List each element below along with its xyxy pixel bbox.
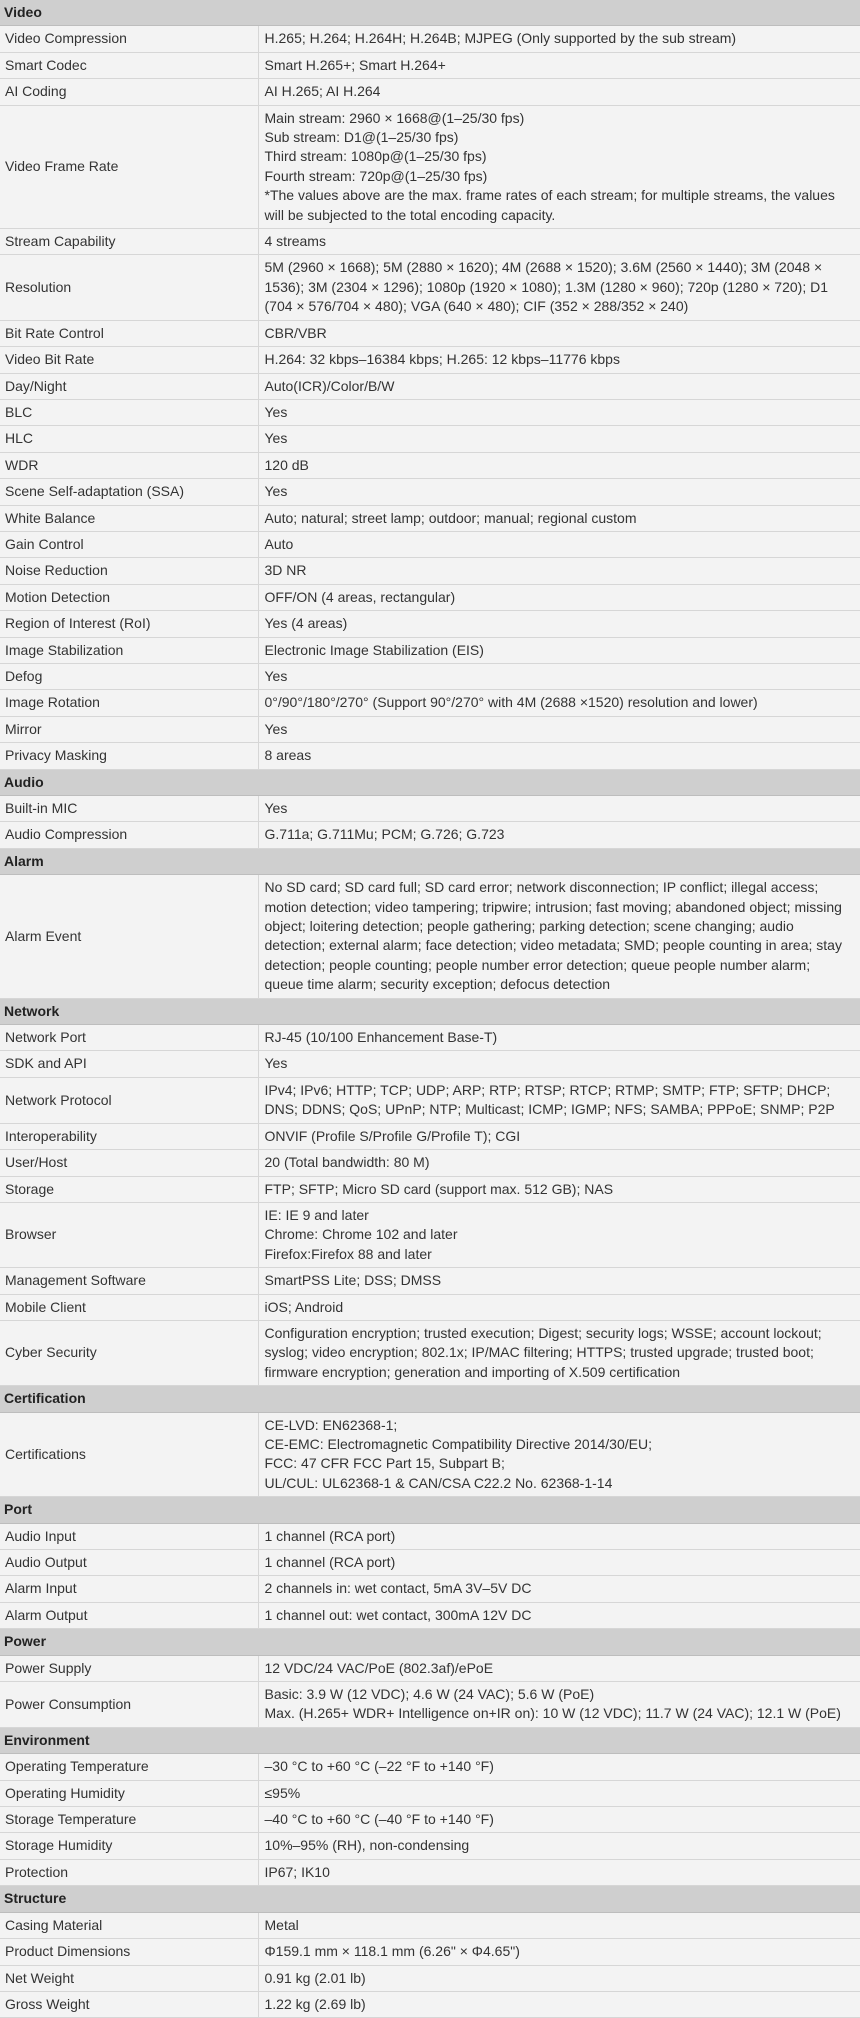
- spec-row: [0, 1268, 860, 1294]
- spec-label: Browser: [0, 1202, 258, 1267]
- spec-label: Gross Weight: [0, 1991, 258, 2017]
- spec-label: Alarm Event: [0, 875, 258, 998]
- spec-value-line: iOS; Android: [264, 1298, 344, 1315]
- spec-value-line: *The values above are the max. frame rates of each stream; for multiple streams, the values will be subjected to the total encoding capacity.: [264, 187, 835, 223]
- spec-label: Bit Rate Control: [0, 320, 258, 346]
- spec-label: Video Compression: [0, 26, 258, 52]
- spec-value: [258, 1202, 860, 1267]
- spec-value: [258, 1912, 860, 1938]
- section-header: [0, 1886, 860, 1912]
- spec-value-line: Electronic Image Stabilization (EIS): [264, 641, 484, 658]
- spec-value-line: Yes: [264, 483, 288, 500]
- spec-label: User/Host: [0, 1150, 258, 1176]
- spec-label: AI Coding: [0, 79, 258, 105]
- spec-row: [0, 1077, 860, 1123]
- spec-value-line: ≤95%: [264, 1784, 301, 1801]
- spec-label: Cyber Security: [0, 1320, 258, 1385]
- spec-value-line: CE-LVD: EN62368-1;: [264, 1416, 398, 1433]
- section-header: [0, 769, 860, 795]
- spec-value-line: Φ159.1 mm × 118.1 mm (6.26" × Φ4.65"): [264, 1943, 520, 1960]
- spec-value-line: Configuration encryption; trusted execution; Digest; security logs; WSSE; account lockout; syslog; video encryption; 802.1x; IP/MAC filtering; HTTPS; trusted upgrade; trusted boot; firmware encryption; generation and importing of X.509 certification: [264, 1324, 822, 1380]
- spec-value: [258, 26, 860, 52]
- spec-value-line: Chrome: Chrome 102 and later: [264, 1226, 458, 1243]
- spec-label: HLC: [0, 426, 258, 452]
- spec-value-line: Basic: 3.9 W (12 VDC); 4.6 W (24 VAC); 5.6 W (PoE): [264, 1686, 595, 1703]
- spec-label: Resolution: [0, 255, 258, 320]
- spec-row: [0, 531, 860, 557]
- spec-value: [258, 1754, 860, 1780]
- spec-value-line: IPv4; IPv6; HTTP; TCP; UDP; ARP; RTP; RTSP; RTCP; RTMP; SMTP; FTP; SFTP; DHCP; DNS; DDNS; QoS; UPnP; NTP; Multicast; ICMP; IGMP; NFS; SAMBA; PPPoE; SNMP; P2P: [264, 1081, 835, 1118]
- spec-value-line: Yes: [264, 430, 288, 447]
- spec-value: [258, 105, 860, 228]
- spec-label: Mobile Client: [0, 1294, 258, 1320]
- spec-label: Defog: [0, 663, 258, 689]
- spec-value-line: 8 areas: [264, 747, 312, 764]
- spec-value: [258, 1025, 860, 1051]
- spec-row: [0, 255, 860, 320]
- section-title: Structure: [0, 1886, 860, 1912]
- spec-value-line: Sub stream: D1@(1–25/30 fps): [264, 129, 459, 146]
- section-header: [0, 1497, 860, 1523]
- spec-value-line: CE-EMC: Electromagnetic Compatibility Directive 2014/30/EU;: [264, 1435, 652, 1452]
- spec-value-line: Yes: [264, 1055, 288, 1072]
- spec-value: [258, 1833, 860, 1859]
- spec-label: Interoperability: [0, 1123, 258, 1149]
- spec-value: [258, 558, 860, 584]
- spec-value-line: Auto: [264, 535, 294, 552]
- spec-value-line: Smart H.265+; Smart H.264+: [264, 56, 446, 73]
- spec-label: Mirror: [0, 716, 258, 742]
- spec-value-line: –40 °C to +60 °C (–40 °F to +140 °F): [264, 1811, 494, 1828]
- spec-row: [0, 79, 860, 105]
- spec-row: [0, 1833, 860, 1859]
- spec-value-line: 0°/90°/180°/270° (Support 90°/270° with 4M (2688 ×1520) resolution and lower): [264, 694, 758, 711]
- spec-label: Net Weight: [0, 1965, 258, 1991]
- spec-value-line: 5M (2960 × 1668); 5M (2880 × 1620); 4M (2688 × 1520); 3.6M (2560 × 1440); 3M (2048 × 1536); 3M (2304 × 1296); 1080p (1920 × 1080); 1.3M (1280 × 960); 720p (1280 × 720); D1 (704 × 576/704 × 480); VGA (640 × 480); CIF (352 × 288/352 × 240): [264, 259, 829, 315]
- spec-row: [0, 1202, 860, 1267]
- spec-value-line: –30 °C to +60 °C (–22 °F to +140 °F): [264, 1758, 494, 1775]
- spec-value-line: Yes (4 areas): [264, 615, 348, 632]
- spec-value-line: 12 VDC/24 VAC/PoE (802.3af)/ePoE: [264, 1659, 494, 1676]
- spec-label: Protection: [0, 1859, 258, 1885]
- spec-value: [258, 663, 860, 689]
- spec-label: Video Bit Rate: [0, 347, 258, 373]
- section-title: Alarm: [0, 848, 860, 874]
- spec-row: [0, 1123, 860, 1149]
- spec-value: [258, 1780, 860, 1806]
- spec-label: Audio Input: [0, 1523, 258, 1549]
- spec-value-line: Metal: [264, 1916, 299, 1933]
- spec-value: [258, 690, 860, 716]
- spec-row: [0, 1939, 860, 1965]
- spec-row: [0, 1602, 860, 1628]
- spec-row: [0, 743, 860, 769]
- spec-value: [258, 1550, 860, 1576]
- spec-value: [258, 1523, 860, 1549]
- spec-label: White Balance: [0, 505, 258, 531]
- spec-value: [258, 1051, 860, 1077]
- spec-value-line: CBR/VBR: [264, 324, 327, 341]
- spec-row: [0, 452, 860, 478]
- spec-row: [0, 716, 860, 742]
- spec-value-line: 1 channel out: wet contact, 300mA 12V DC: [264, 1606, 532, 1623]
- section-header: [0, 0, 860, 26]
- spec-label: Image Stabilization: [0, 637, 258, 663]
- section-header: [0, 1386, 860, 1412]
- spec-value-line: 20 (Total bandwidth: 80 M): [264, 1154, 430, 1171]
- spec-value: [258, 399, 860, 425]
- spec-value: [258, 1268, 860, 1294]
- spec-value-line: RJ-45 (10/100 Enhancement Base-T): [264, 1029, 498, 1046]
- spec-label: Storage Humidity: [0, 1833, 258, 1859]
- spec-label: Audio Compression: [0, 822, 258, 848]
- spec-label: Noise Reduction: [0, 558, 258, 584]
- spec-row: [0, 796, 860, 822]
- spec-value: [258, 1320, 860, 1385]
- spec-label: BLC: [0, 399, 258, 425]
- spec-value-line: Max. (H.265+ WDR+ Intelligence on+IR on): 10 W (12 VDC); 11.7 W (24 VAC); 12.1 W (PoE): [264, 1705, 841, 1722]
- spec-label: Storage: [0, 1176, 258, 1202]
- spec-row: [0, 1682, 860, 1728]
- spec-row: [0, 1150, 860, 1176]
- spec-row: [0, 1655, 860, 1681]
- spec-row: [0, 1576, 860, 1602]
- spec-value: [258, 1123, 860, 1149]
- spec-row: [0, 399, 860, 425]
- spec-value-line: 4 streams: [264, 233, 326, 250]
- spec-value: [258, 1412, 860, 1497]
- spec-row: [0, 663, 860, 689]
- spec-value-line: 1 channel (RCA port): [264, 1527, 396, 1544]
- spec-row: [0, 229, 860, 255]
- spec-row: [0, 1912, 860, 1938]
- section-header: [0, 998, 860, 1024]
- spec-row: [0, 637, 860, 663]
- spec-value: [258, 822, 860, 848]
- spec-row: [0, 1550, 860, 1576]
- spec-value-line: G.711a; G.711Mu; PCM; G.726; G.723: [264, 826, 505, 843]
- spec-row: [0, 105, 860, 228]
- spec-label: Audio Output: [0, 1550, 258, 1576]
- spec-value: [258, 1150, 860, 1176]
- spec-label: Operating Temperature: [0, 1754, 258, 1780]
- spec-label: Privacy Masking: [0, 743, 258, 769]
- spec-value-line: 1.22 kg (2.69 lb): [264, 1995, 366, 2012]
- section-header: [0, 848, 860, 874]
- spec-value: [258, 1655, 860, 1681]
- spec-value: [258, 52, 860, 78]
- spec-row: [0, 690, 860, 716]
- spec-value: [258, 79, 860, 105]
- spec-value-line: Fourth stream: 720p@(1–25/30 fps): [264, 167, 488, 184]
- spec-value: [258, 347, 860, 373]
- spec-value-line: 0.91 kg (2.01 lb): [264, 1969, 366, 1986]
- spec-value: [258, 1939, 860, 1965]
- spec-value-line: Yes: [264, 667, 288, 684]
- spec-label: Casing Material: [0, 1912, 258, 1938]
- spec-row: [0, 611, 860, 637]
- spec-value-line: 10%–95% (RH), non-condensing: [264, 1837, 470, 1854]
- spec-label: Stream Capability: [0, 229, 258, 255]
- spec-value-line: UL/CUL: UL62368-1 & CAN/CSA C22.2 No. 62368-1-14: [264, 1474, 613, 1491]
- spec-label: Storage Temperature: [0, 1807, 258, 1833]
- spec-value: [258, 1807, 860, 1833]
- spec-row: [0, 26, 860, 52]
- section-header: [0, 1727, 860, 1753]
- spec-value: [258, 1682, 860, 1728]
- spec-label: Alarm Input: [0, 1576, 258, 1602]
- spec-value: [258, 255, 860, 320]
- spec-label: Video Frame Rate: [0, 105, 258, 228]
- spec-value: [258, 796, 860, 822]
- spec-row: [0, 1754, 860, 1780]
- spec-value: [258, 1294, 860, 1320]
- spec-row: [0, 347, 860, 373]
- spec-value: [258, 373, 860, 399]
- spec-value-line: FCC: 47 CFR FCC Part 15, Subpart B;: [264, 1455, 505, 1472]
- spec-row: [0, 1025, 860, 1051]
- spec-value-line: OFF/ON (4 areas, rectangular): [264, 588, 456, 605]
- spec-value-line: Auto(ICR)/Color/B/W: [264, 377, 395, 394]
- spec-value: [258, 716, 860, 742]
- spec-label: Smart Codec: [0, 52, 258, 78]
- spec-row: [0, 875, 860, 998]
- spec-value: [258, 531, 860, 557]
- spec-row: [0, 479, 860, 505]
- spec-value: [258, 426, 860, 452]
- spec-label: Region of Interest (RoI): [0, 611, 258, 637]
- spec-label: Built-in MIC: [0, 796, 258, 822]
- spec-label: Certifications: [0, 1412, 258, 1497]
- spec-row: [0, 1807, 860, 1833]
- spec-value: [258, 1859, 860, 1885]
- spec-value: [258, 1965, 860, 1991]
- spec-row: [0, 1176, 860, 1202]
- spec-value-line: ONVIF (Profile S/Profile G/Profile T); CGI: [264, 1127, 521, 1144]
- section-title: Power: [0, 1629, 860, 1655]
- spec-value: [258, 1077, 860, 1123]
- spec-row: [0, 52, 860, 78]
- spec-value-line: 2 channels in: wet contact, 5mA 3V–5V DC: [264, 1580, 532, 1597]
- spec-label: Management Software: [0, 1268, 258, 1294]
- spec-row: [0, 1412, 860, 1497]
- spec-value: [258, 479, 860, 505]
- spec-label: Power Supply: [0, 1655, 258, 1681]
- section-header: [0, 1629, 860, 1655]
- spec-value-line: Main stream: 2960 × 1668@(1–25/30 fps): [264, 109, 525, 126]
- spec-value-line: 120 dB: [264, 456, 309, 473]
- spec-row: [0, 1859, 860, 1885]
- spec-row: [0, 1320, 860, 1385]
- spec-value-line: IP67; IK10: [264, 1863, 330, 1880]
- spec-value-line: No SD card; SD card full; SD card error; network disconnection; IP conflict; illegal access; motion detection; video tampering; tripwire; intrusion; fast moving; abandoned object; missing object; loitering detection; people gathering; parking detection; scene changing; audio detection; external alarm; face detection; video metadata; SMD; people counting in area; stay detection; people counting; people number error detection; queue people number alarm; queue time alarm; security exception; defocus detection: [264, 879, 842, 993]
- section-title: Environment: [0, 1727, 860, 1753]
- spec-value-line: 3D NR: [264, 562, 307, 579]
- spec-value-line: IE: IE 9 and later: [264, 1206, 369, 1223]
- section-title: Video: [0, 0, 860, 26]
- spec-value: [258, 1576, 860, 1602]
- spec-label: Day/Night: [0, 373, 258, 399]
- spec-label: Power Consumption: [0, 1682, 258, 1728]
- spec-value: [258, 229, 860, 255]
- spec-row: [0, 373, 860, 399]
- spec-value-line: Yes: [264, 403, 288, 420]
- spec-value-line: SmartPSS Lite; DSS; DMSS: [264, 1272, 442, 1289]
- spec-value: [258, 611, 860, 637]
- spec-label: SDK and API: [0, 1051, 258, 1077]
- spec-row: [0, 1051, 860, 1077]
- spec-row: [0, 1523, 860, 1549]
- spec-value-line: Auto; natural; street lamp; outdoor; manual; regional custom: [264, 509, 637, 526]
- spec-row: [0, 584, 860, 610]
- section-title: Network: [0, 998, 860, 1024]
- spec-value: [258, 452, 860, 478]
- spec-row: [0, 558, 860, 584]
- spec-label: Motion Detection: [0, 584, 258, 610]
- spec-row: [0, 505, 860, 531]
- spec-value-line: Third stream: 1080p@(1–25/30 fps): [264, 148, 487, 165]
- spec-row: [0, 1991, 860, 2017]
- spec-label: Image Rotation: [0, 690, 258, 716]
- spec-value-line: 1 channel (RCA port): [264, 1554, 396, 1570]
- spec-value-line: Yes: [264, 720, 288, 737]
- spec-value: [258, 584, 860, 610]
- section-title: Audio: [0, 769, 860, 795]
- spec-label: Network Port: [0, 1025, 258, 1051]
- spec-label: Scene Self-adaptation (SSA): [0, 479, 258, 505]
- spec-row: [0, 1294, 860, 1320]
- spec-value: [258, 1176, 860, 1202]
- section-title: Port: [0, 1497, 860, 1523]
- spec-value: [258, 1991, 860, 2017]
- spec-value: [258, 320, 860, 346]
- spec-value-line: H.265; H.264; H.264H; H.264B; MJPEG (Only supported by the sub stream): [264, 30, 737, 47]
- spec-value: [258, 875, 860, 998]
- spec-value: [258, 505, 860, 531]
- spec-value-line: H.264: 32 kbps–16384 kbps; H.265: 12 kbps–11776 kbps: [264, 351, 620, 368]
- spec-label: Alarm Output: [0, 1602, 258, 1628]
- spec-row: [0, 1780, 860, 1806]
- spec-value: [258, 637, 860, 663]
- spec-value-line: FTP; SFTP; Micro SD card (support max. 512 GB); NAS: [264, 1180, 614, 1197]
- spec-label: Network Protocol: [0, 1077, 258, 1123]
- section-title: Certification: [0, 1386, 860, 1412]
- spec-row: [0, 1965, 860, 1991]
- spec-label: WDR: [0, 452, 258, 478]
- spec-label: Product Dimensions: [0, 1939, 258, 1965]
- spec-row: [0, 822, 860, 848]
- spec-value: [258, 743, 860, 769]
- spec-label: Operating Humidity: [0, 1780, 258, 1806]
- spec-value-line: Firefox:Firefox 88 and later: [264, 1245, 432, 1262]
- spec-row: [0, 320, 860, 346]
- spec-label: Gain Control: [0, 531, 258, 557]
- spec-value-line: Yes: [264, 800, 288, 816]
- spec-value: [258, 1602, 860, 1628]
- spec-value-line: AI H.265; AI H.264: [264, 83, 381, 100]
- spec-row: [0, 426, 860, 452]
